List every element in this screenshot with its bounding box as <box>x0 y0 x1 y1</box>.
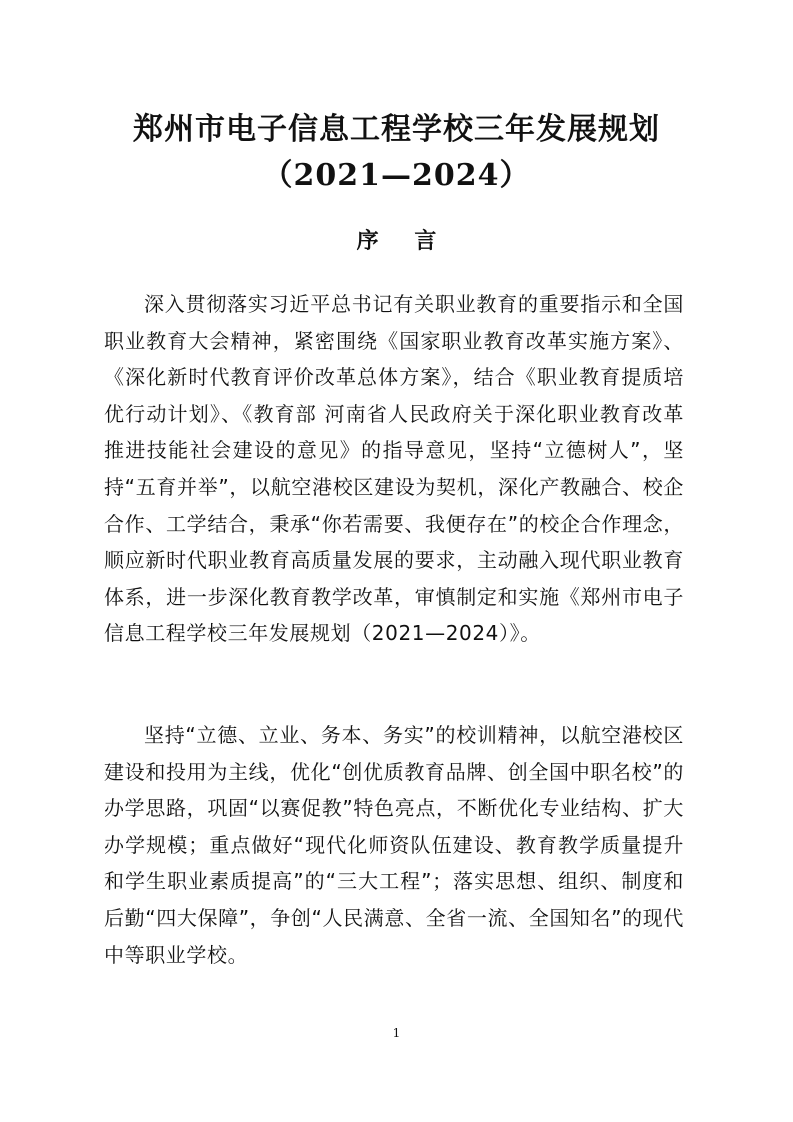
section-heading-preface: 序 言 <box>356 229 451 254</box>
document-title: 郑州市电子信息工程学校三年发展规划 <box>133 112 660 147</box>
body-paragraph-1: 深入贯彻落实习近平总书记有关职业教育的重要指示和全国职业教育大会精神，紧密围绕《国家职业教育改革实施方案》、《深化新时代教育评价改革总体方案》，结合《职业教育提质培优行动计划》、《教育部 河南省人民政府关于深化职业教育改革推进技能社会建设的意见》的指导意见，坚持“立德树人”，坚持“五育并举”，以航空港校区建设为契机，深化产教融合、校企合作、工学结合，秉承“你若需要、我便存在”的校企合作理念，顺应新时代职业教育高质量发展的要求，主动融入现代职业教育体系，进一步深化教育教学改革，审慎制定和实施《郑州市电子信息工程学校三年发展规划（2021—2024）》。 <box>104 292 684 646</box>
page-number: 1 <box>392 1026 401 1040</box>
document-subtitle-years: （2021—2024） <box>262 158 531 193</box>
body-paragraph-2: 坚持“立德、立业、务本、务实”的校训精神，以航空港校区建设和投用为主线，优化“创优质教育品牌、创全国中职名校”的办学思路，巩固“以赛促教”特色亮点，不断优化专业结构、扩大办学规模；重点做好“现代化师资队伍建设、教育教学质量提升和学生职业素质提高”的“三大工程”；落实思想、组织、制度和后勤“四大保障”，争创“人民满意、全省一流、全国知名”的现代中等职业学校。 <box>104 723 684 967</box>
